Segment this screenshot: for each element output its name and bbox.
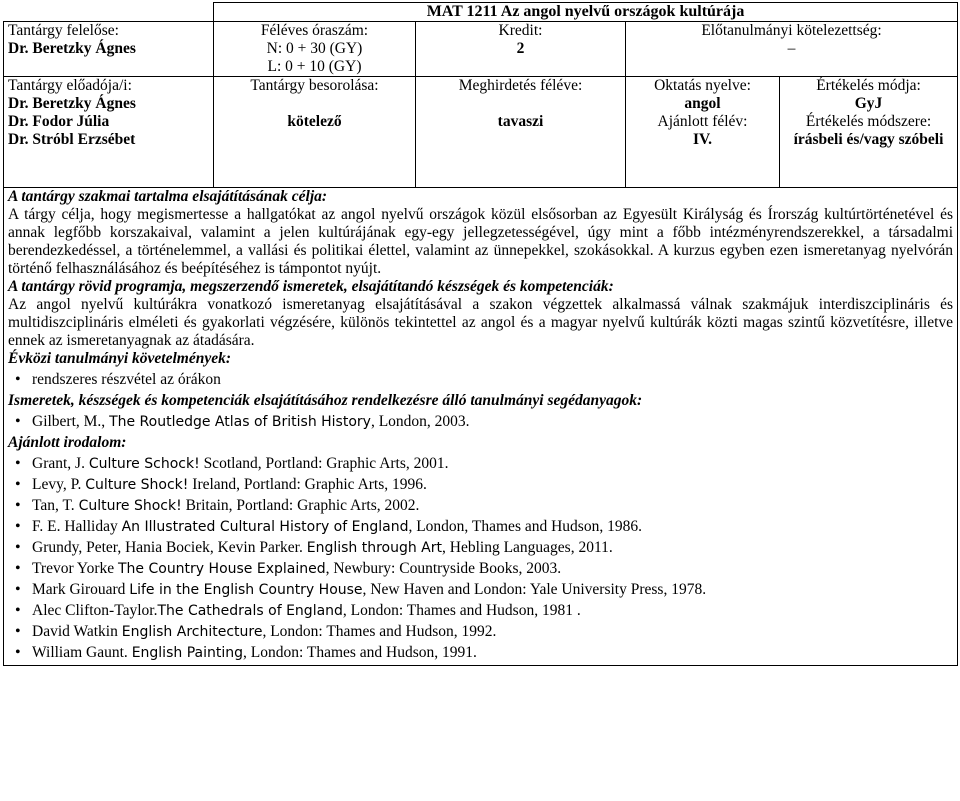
ref-author: Grundy, Peter, Hania Bociek, Kevin Parker. [32, 539, 307, 556]
material-pub: , London, 2003. [370, 413, 470, 430]
blank-corner-cell [4, 3, 214, 22]
list-item [32, 581, 953, 599]
responsible-cell [4, 22, 214, 77]
ref-pub: , London: Thames and Hudson, 1992. [262, 623, 497, 640]
list-item [32, 560, 953, 578]
hours-line-1: N: 0 + 30 (GY) [266, 40, 363, 57]
hours-cell [214, 22, 416, 77]
requirements-list [8, 371, 953, 389]
ref-author: Trevor Yorke [32, 560, 118, 577]
semester-offered-cell [416, 77, 626, 188]
language-value: angol [684, 95, 721, 112]
ref-title: The Cathedrals of England [157, 603, 343, 619]
materials-heading: Ismeretek, készségek és kompetenciák elsajátításához rendelkezésre álló tanulmányi segédanyagok: [8, 392, 643, 409]
course-datasheet [3, 2, 957, 666]
recommended-semester-label: Ajánlott félév: [657, 113, 748, 130]
requirements-heading: Évközi tanulmányi követelmények: [8, 350, 232, 367]
language-label: Oktatás nyelve: [654, 77, 751, 94]
ref-title: English Architecture [121, 624, 263, 640]
materials-list [8, 413, 953, 431]
hours-label: Féléves óraszám: [260, 22, 369, 39]
ref-author: F. E. Halliday [32, 518, 122, 535]
ref-title: Culture Shock! [78, 498, 182, 514]
responsible-label: Tantárgy felelőse: [8, 22, 119, 39]
ref-pub: , Hebling Languages, 2011. [442, 539, 613, 556]
material-author: Gilbert, M., [32, 413, 110, 430]
list-item [32, 455, 953, 473]
semester-offered-label: Meghirdetés féléve: [458, 77, 583, 94]
classification-value: kötelező [287, 113, 342, 130]
goal-heading: A tantárgy szakmai tartalma elsajátításának célja: [8, 188, 328, 205]
list-item [32, 644, 953, 662]
hours-line-2: L: 0 + 10 (GY) [267, 58, 362, 75]
list-item [32, 518, 953, 536]
program-heading: A tantárgy rövid programja, megszerzendő ismeretek, elsajátítandó készségek és kompetenciák: [8, 278, 614, 295]
lecturer-name: Dr. Stróbl Erzsébet [8, 131, 136, 148]
ref-pub: , London: Thames and Hudson, 1991. [242, 644, 477, 661]
literature-list [8, 455, 953, 662]
requirement-text: rendszeres részvétel az órákon [32, 371, 221, 388]
classification-cell [214, 77, 416, 188]
recommended-semester-value: IV. [692, 131, 713, 148]
course-info-table [3, 2, 958, 666]
ref-author: Mark Girouard [32, 581, 130, 598]
assessment-method-value: írásbeli és/vagy szóbeli [793, 131, 944, 148]
ref-author: Grant, J. [32, 455, 89, 472]
lecturer-name: Dr. Beretzky Ágnes [8, 95, 136, 112]
list-item [32, 623, 953, 641]
ref-title: The Country House Explained [117, 561, 326, 577]
assessment-method-label: Értékelés módszere: [805, 113, 932, 130]
responsible-name: Dr. Beretzky Ágnes [8, 40, 136, 57]
credit-label: Kredit: [498, 22, 543, 39]
ref-pub: , New Haven and London: Yale University Press, 1978. [362, 581, 707, 598]
lecturer-name: Dr. Fodor Júlia [8, 113, 110, 130]
goal-text: A tárgy célja, hogy megismertesse a hallgatókat az angol nyelvű országok közül elsősorban az Egyesült Királyság és Írország kultúrtörténetével és annak legfőbb korszakaival, valamint a jelen kultúrájának egy-egy jellegzetességével, úgy mint a főbb intézményrendszerekkel, a társadalmi berendezkedéssel, a történelemmel, a vallási és politikai élettel, valamint az ünnepekkel, szokásokkal. A kurzus egyben ezen ismeretanyag nyelvórán történő felhasználásához és beépítéséhez is támpontot nyújt. [8, 206, 954, 277]
lecturers-cell [4, 77, 214, 188]
ref-title: English Painting [131, 645, 243, 661]
credit-cell [416, 22, 626, 77]
list-item [32, 476, 953, 494]
list-item [32, 497, 953, 515]
ref-author: Levy, P. [32, 476, 86, 493]
ref-author: Tan, T. [32, 497, 79, 514]
ref-pub: , Newbury: Countryside Books, 2003. [325, 560, 562, 577]
material-title: The Routledge Atlas of British History [109, 414, 371, 430]
course-details-section [4, 188, 958, 666]
ref-author: Alec Clifton-Taylor. [32, 602, 158, 619]
ref-title: English through Art [306, 540, 443, 556]
list-item [32, 413, 953, 431]
assessment-cell [780, 77, 958, 188]
ref-author: David Watkin [32, 623, 122, 640]
prereq-cell [626, 22, 958, 77]
list-item [32, 539, 953, 557]
lecturers-label: Tantárgy előadója/i: [8, 77, 132, 94]
language-cell [626, 77, 780, 188]
ref-title: Life in the English Country House [129, 582, 363, 598]
classification-label: Tantárgy besorolása: [250, 77, 379, 94]
assessment-mode-value: GyJ [854, 95, 883, 112]
course-title: MAT 1211 Az angol nyelvű országok kultúrája [214, 3, 958, 22]
ref-pub: Britain, Portland: Graphic Arts, 2002. [181, 497, 420, 514]
ref-title: Culture Schock! [88, 456, 200, 472]
credit-value: 2 [516, 40, 525, 57]
ref-title: Culture Shock! [85, 477, 189, 493]
prereq-value: – [787, 40, 796, 57]
prereq-label: Előtanulmányi kötelezettség: [701, 22, 882, 39]
ref-pub: , London: Thames and Hudson, 1981 . [342, 602, 581, 619]
program-text: Az angol nyelvű kultúrákra vonatkozó ismeretanyag elsajátításával a szakon végzettek alkalmassá válnak szakmájuk interdiszciplináris és multidiszciplináris elméleti és gyakorlati végzésére, különös tekintettel az angol és a magyar nyelvű kultúrák közti magas szintű közvetítésre, illetve ennek az ismeretanyagnak az átadására. [8, 296, 954, 349]
literature-heading: Ajánlott irodalom: [8, 434, 127, 451]
semester-offered-value: tavaszi [497, 113, 544, 130]
list-item [32, 371, 953, 389]
ref-pub: Scotland, Portland: Graphic Arts, 2001. [199, 455, 449, 472]
ref-pub: , London, Thames and Hudson, 1986. [408, 518, 642, 535]
assessment-mode-label: Értékelés módja: [816, 77, 921, 94]
ref-pub: Ireland, Portland: Graphic Arts, 1996. [188, 476, 427, 493]
list-item [32, 602, 953, 620]
ref-title: An Illustrated Cultural History of England [121, 519, 409, 535]
ref-author: William Gaunt. [32, 644, 132, 661]
